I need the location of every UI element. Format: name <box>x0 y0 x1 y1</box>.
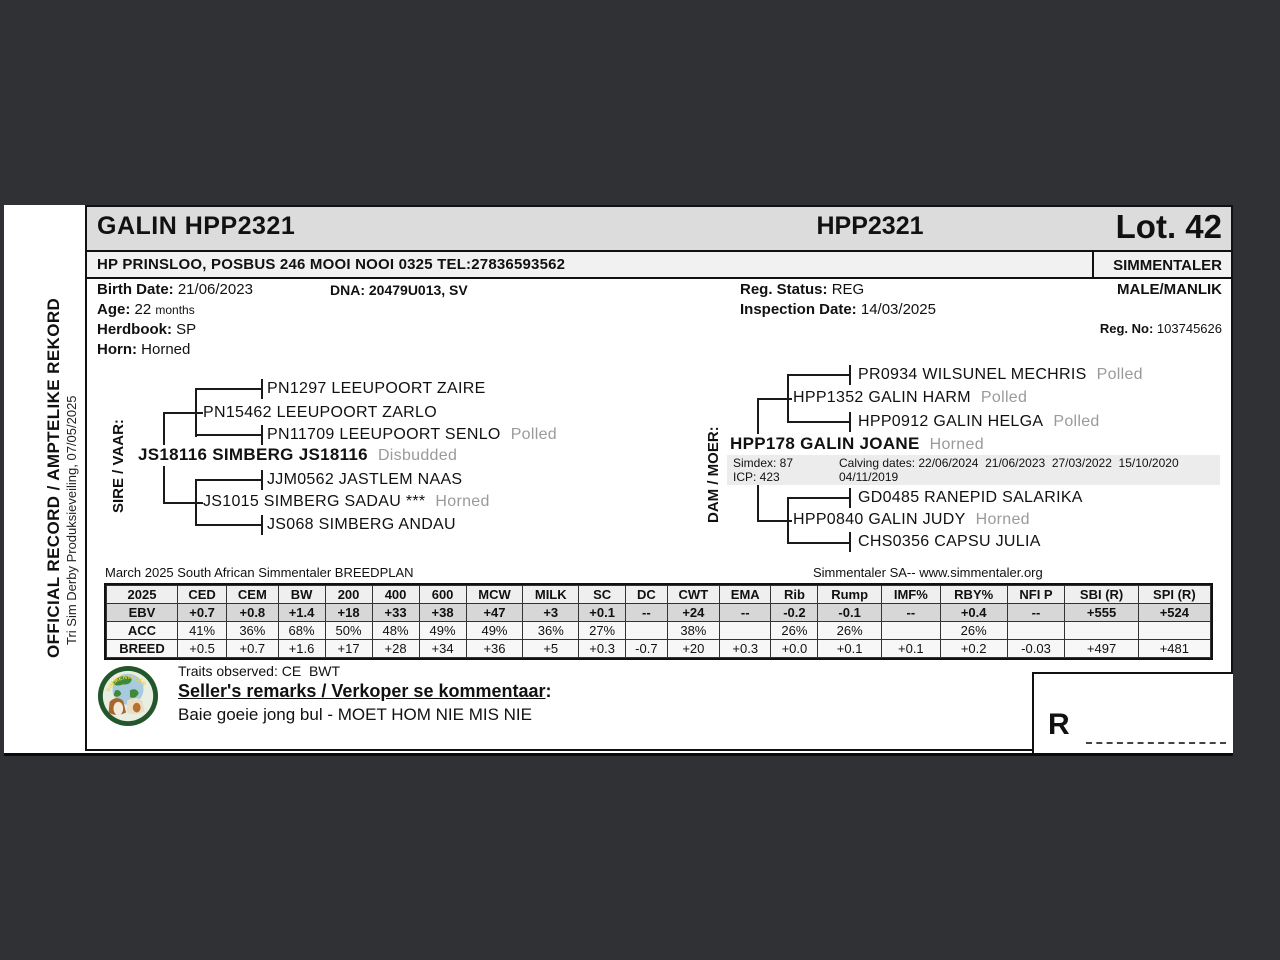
price-box <box>1032 672 1233 753</box>
breedplan-header-cell: BW <box>278 586 325 604</box>
breedplan-cell <box>1007 622 1065 640</box>
breedplan-cell: +38 <box>419 604 466 622</box>
breedplan-header-cell: 600 <box>419 586 466 604</box>
breedplan-cell: +0.5 <box>178 640 227 658</box>
birth-date-value: 21/06/2023 <box>177 281 253 298</box>
breedplan-cell: +0.4 <box>940 604 1007 622</box>
breedplan-cell: 36% <box>523 622 579 640</box>
breedplan-cell: 48% <box>372 622 419 640</box>
breedplan-header-cell: MCW <box>466 586 523 604</box>
breedplan-header-cell: EMA <box>720 586 771 604</box>
simdex-value: Simdex: 87 <box>733 456 794 470</box>
pedigree-line <box>163 412 203 414</box>
breedplan-cell <box>1065 622 1138 640</box>
breedplan-table <box>106 585 1211 658</box>
reg-status-row <box>740 281 864 298</box>
pedigree-line <box>261 425 263 445</box>
breedplan-cell: +481 <box>1138 640 1210 658</box>
breedplan-cell: +0.3 <box>579 640 626 658</box>
herdbook-value: SP <box>176 321 197 338</box>
simmentaler-logo <box>97 665 159 727</box>
breedplan-cell: +1.6 <box>278 640 325 658</box>
pedigree-line <box>849 532 851 552</box>
breedplan-header-cell: IMF% <box>881 586 940 604</box>
breedplan-ebv-row <box>107 604 1211 622</box>
breedplan-cell: ACC <box>107 622 178 640</box>
herdbook-row <box>97 321 196 338</box>
breedplan-header-cell: Rib <box>771 586 818 604</box>
breedplan-cell: +33 <box>372 604 419 622</box>
currency-symbol: R <box>1048 708 1070 741</box>
pedigree-line <box>195 388 262 390</box>
pedigree-animal: JS068 SIMBERG ANDAU <box>267 516 456 533</box>
price-fill-in-line <box>1086 742 1226 744</box>
seller-remarks-text: Baie goeie jong bul - MOET HOM NIE MIS NIE <box>178 705 532 724</box>
reg-status-label: Reg. Status: <box>740 281 828 298</box>
sire-name: JS18116 SIMBERG JS18116 Disbudded <box>138 445 461 466</box>
inspection-date-row <box>740 301 936 318</box>
breedplan-cell: +0.0 <box>771 640 818 658</box>
breedplan-header-cell: NFI P <box>1007 586 1065 604</box>
breedplan-cell: 27% <box>579 622 626 640</box>
horn-value: Horned <box>141 341 191 358</box>
horn-row <box>97 341 190 358</box>
breedplan-cell: +0.7 <box>178 604 227 622</box>
breedplan-cell: -- <box>626 604 668 622</box>
inspection-date-value: 14/03/2025 <box>860 301 936 318</box>
breedplan-cell: 41% <box>178 622 227 640</box>
breedplan-cell: +5 <box>523 640 579 658</box>
breedplan-header-cell: CWT <box>667 586 719 604</box>
breedplan-cell: +0.2 <box>940 640 1007 658</box>
breedplan-cell: +555 <box>1065 604 1138 622</box>
pedigree-line <box>195 479 262 481</box>
breedplan-cell: +47 <box>466 604 523 622</box>
pedigree-line <box>787 497 850 499</box>
sex-value: MALE/MANLIK <box>1117 281 1222 298</box>
breedplan-cell: +0.7 <box>227 640 278 658</box>
breedplan-header-cell: 400 <box>372 586 419 604</box>
calving-dates-line1: Calving dates: 22/06/2024 21/06/2023 27/03/2022 15/10/2020 <box>839 456 1179 470</box>
breedplan-cell: EBV <box>107 604 178 622</box>
breedplan-header-cell: CED <box>178 586 227 604</box>
seller-remarks-heading: Seller's remarks / Verkoper se kommentaar: <box>178 681 552 701</box>
pedigree-line <box>261 470 263 490</box>
age-label: Age: <box>97 301 131 318</box>
calving-dates-line2: 04/11/2019 <box>839 470 899 484</box>
breedplan-header-cell: SPI (R) <box>1138 586 1210 604</box>
pedigree-line <box>849 365 851 385</box>
official-record-vertical-text: OFFICIAL RECORD / AMPTELIKE REKORD <box>44 297 63 658</box>
svg-text:SIMMENTALER: SIMMENTALER <box>105 674 147 693</box>
pedigree-line <box>261 515 263 535</box>
pedigree-animal: JJM0562 JASTLEM NAAS <box>267 471 463 488</box>
breedplan-header-cell: RBY% <box>940 586 1007 604</box>
pedigree-line <box>849 412 851 432</box>
birth-date-label: Birth Date: <box>97 281 174 298</box>
reg-no-label: Reg. No: <box>1099 321 1154 336</box>
breedplan-cell: +497 <box>1065 640 1138 658</box>
owner-contact-line: HP PRINSLOO, POSBUS 246 MOOI NOOI 0325 TEL:27836593562 <box>97 256 566 273</box>
horn-label: Horn: <box>97 341 137 358</box>
pedigree-line <box>849 488 851 508</box>
pedigree-animal: HPP0840 GALIN JUDY Horned <box>793 511 1030 528</box>
reg-status-value: REG <box>831 281 865 298</box>
breedplan-cell: -- <box>881 604 940 622</box>
breedplan-header-cell: SBI (R) <box>1065 586 1138 604</box>
breedplan-cell <box>720 622 771 640</box>
breedplan-cell: +524 <box>1138 604 1210 622</box>
breedplan-source: Simmentaler SA-- www.simmentaler.org <box>813 565 1043 580</box>
breedplan-cell: 49% <box>466 622 523 640</box>
breedplan-header-cell: 200 <box>325 586 372 604</box>
breedplan-caption: March 2025 South African Simmentaler BREEDPLAN <box>105 565 414 580</box>
pedigree-line <box>195 388 197 437</box>
breedplan-cell: 38% <box>667 622 719 640</box>
pedigree-animal: PN11709 LEEUPOORT SENLO Polled <box>267 426 557 443</box>
pedigree-animal: PN15462 LEEUPOORT ZARLO <box>203 404 437 421</box>
age-row <box>97 301 195 318</box>
breedplan-cell: +0.1 <box>818 640 881 658</box>
breedplan-header-row <box>107 586 1211 604</box>
breedplan-cell: 26% <box>940 622 1007 640</box>
breedplan-cell: BREED <box>107 640 178 658</box>
sale-event-vertical-text: Tri Sim Derby Produksieveiling, 07/05/2025 <box>64 395 79 645</box>
breedplan-cell: +36 <box>466 640 523 658</box>
birth-date-row <box>97 281 253 298</box>
owner-bar-divider <box>1092 252 1094 277</box>
lot-number: Lot. 42 <box>1115 208 1222 245</box>
breedplan-header-cell: SC <box>579 586 626 604</box>
breedplan-header-cell: DC <box>626 586 668 604</box>
pedigree-line <box>787 542 850 544</box>
age-value: 22 <box>134 301 152 318</box>
pedigree-animal: CHS0356 CAPSU JULIA <box>858 533 1041 550</box>
dam-name: HPP178 GALIN JOANE Horned <box>730 434 988 455</box>
animal-name: GALIN HPP2321 <box>97 212 296 240</box>
breedplan-header-cell: 2025 <box>107 586 178 604</box>
reg-no-value: 103745626 <box>1156 321 1222 336</box>
breedplan-acc-row <box>107 622 1211 640</box>
breedplan-cell: 49% <box>419 622 466 640</box>
breedplan-cell: -0.7 <box>626 640 668 658</box>
breedplan-cell: +20 <box>667 640 719 658</box>
pedigree-animal: PR0934 WILSUNEL MECHRIS Polled <box>858 366 1143 383</box>
breedplan-table-wrap <box>104 583 1213 660</box>
pedigree-animal: JS1015 SIMBERG SADAU *** Horned <box>203 493 490 510</box>
dna-value: DNA: 20479U013, SV <box>330 282 468 298</box>
sire-section-label: SIRE / VAAR: <box>110 419 127 513</box>
breedplan-cell: +24 <box>667 604 719 622</box>
breedplan-cell: +0.8 <box>227 604 278 622</box>
pedigree-line <box>261 379 263 399</box>
age-unit: months <box>155 303 195 317</box>
breedplan-cell: +0.1 <box>881 640 940 658</box>
breedplan-header-cell: Rump <box>818 586 881 604</box>
traits-observed: Traits observed: CE BWT <box>178 663 341 679</box>
pedigree-line <box>195 524 262 526</box>
breedplan-cell: -0.03 <box>1007 640 1065 658</box>
pedigree-line <box>195 434 262 436</box>
breedplan-cell: +1.4 <box>278 604 325 622</box>
pedigree-line <box>163 502 203 504</box>
dam-section-label: DAM / MOER: <box>705 426 722 523</box>
pedigree-animal: PN1297 LEEUPOORT ZAIRE <box>267 380 486 397</box>
breedplan-header-cell: MILK <box>523 586 579 604</box>
breedplan-breed-row <box>107 640 1211 658</box>
breedplan-cell: -- <box>720 604 771 622</box>
breedplan-cell: -- <box>1007 604 1065 622</box>
dam-stats-strip <box>727 455 1220 485</box>
reg-no-row <box>1022 321 1222 336</box>
breedplan-cell: +17 <box>325 640 372 658</box>
pedigree-animal: GD0485 RANEPID SALARIKA <box>858 489 1083 506</box>
breedplan-cell: 26% <box>771 622 818 640</box>
breedplan-cell: +28 <box>372 640 419 658</box>
pedigree-animal: HPP1352 GALIN HARM Polled <box>793 389 1028 406</box>
breedplan-cell: +18 <box>325 604 372 622</box>
pedigree-line <box>195 479 197 526</box>
breedplan-header-cell: CEM <box>227 586 278 604</box>
breedplan-cell <box>626 622 668 640</box>
breedplan-cell: +34 <box>419 640 466 658</box>
animal-id: HPP2321 <box>816 212 924 240</box>
breed-name: SIMMENTALER <box>1113 257 1222 274</box>
pedigree-line <box>787 421 850 423</box>
pedigree-animal: HPP0912 GALIN HELGA Polled <box>858 413 1100 430</box>
icp-value: ICP: 423 <box>733 470 780 484</box>
inspection-date-label: Inspection Date: <box>740 301 857 318</box>
breedplan-cell: +3 <box>523 604 579 622</box>
pedigree-line <box>787 374 850 376</box>
breedplan-cell: +0.3 <box>720 640 771 658</box>
herdbook-label: Herdbook: <box>97 321 172 338</box>
pedigree-line <box>787 497 789 544</box>
breedplan-cell <box>1138 622 1210 640</box>
breedplan-cell: +0.1 <box>579 604 626 622</box>
breedplan-cell: 50% <box>325 622 372 640</box>
breedplan-cell: -0.2 <box>771 604 818 622</box>
breedplan-cell: 26% <box>818 622 881 640</box>
breedplan-cell: -0.1 <box>818 604 881 622</box>
breedplan-cell: 36% <box>227 622 278 640</box>
breedplan-cell: 68% <box>278 622 325 640</box>
pedigree-line <box>787 374 789 423</box>
breedplan-cell <box>881 622 940 640</box>
